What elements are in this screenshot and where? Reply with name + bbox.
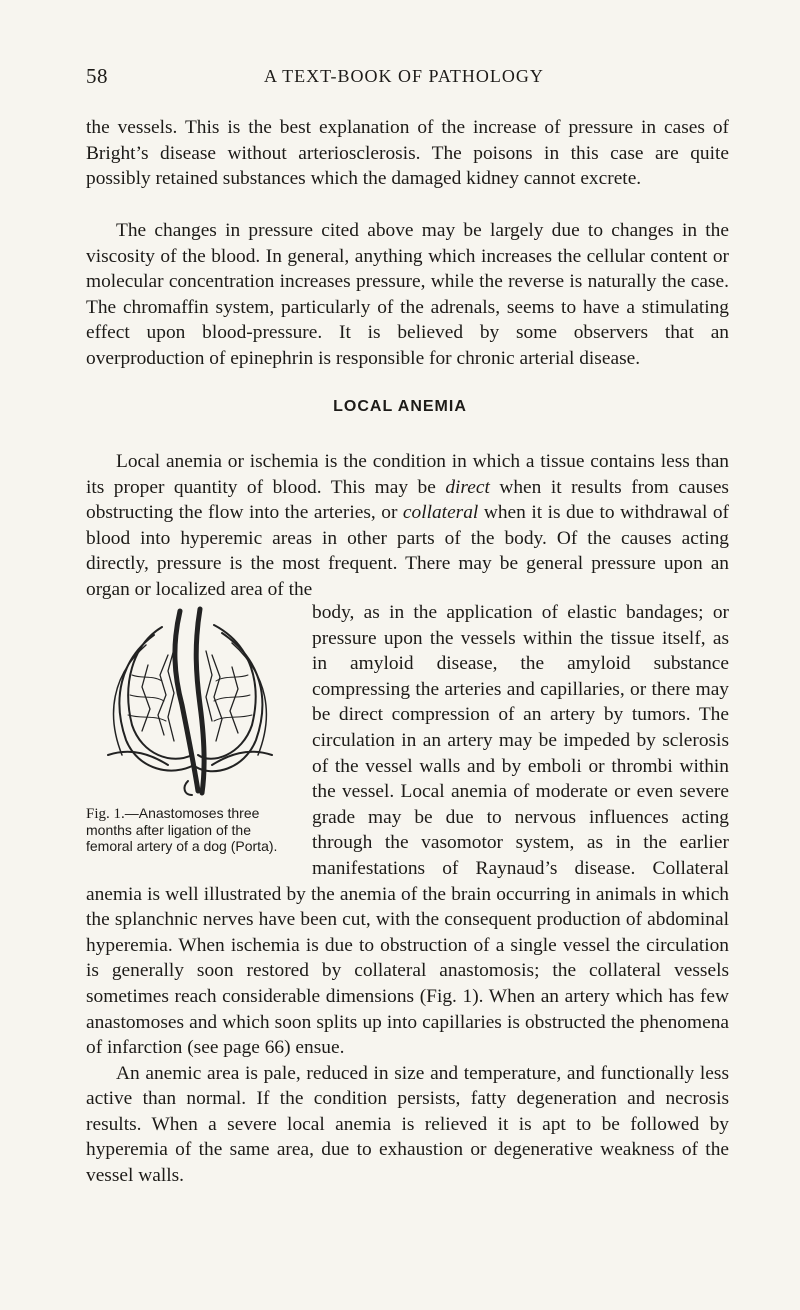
- running-head: A TEXT-BOOK OF PATHOLOGY: [264, 66, 544, 86]
- section-heading: LOCAL ANEMIA: [333, 398, 467, 415]
- paragraph-anemic-area: An anemic area is pale, reduced in size and temperature, and functionally less active than normal. If the condition persists, fatty degeneration and necrosis results. When a severe local anemia is relieved it is apt to be followed by hyperemia of the same area, due to exhaustion or degenerative weakness of the vessel walls.: [86, 1062, 729, 1187]
- figure-caption: Fig. 1.—Anastomoses three months after ligation of the femoral artery of a dog (Porta).: [86, 805, 278, 854]
- term-collateral: collateral: [402, 502, 479, 524]
- paragraph-continued: the vessels. This is the best explanation of the increase of pressure in cases of Bright’s disease without arteriosclerosis. The poisons in this case are quite possibly retained substances which the damaged kidney cannot excrete.: [86, 117, 729, 190]
- figure-1: [86, 605, 294, 854]
- paragraph-local-anemia: Local anemia or ischemia is the condition in which a tissue contains less than its proper quantity of blood. This may be direct when it results from causes obstructing the flow into the arteries, or collateral when it is due to withdrawal of blood into hyperemic areas in other parts of the body. Of the causes acting directly, pressure is the most frequent. There may be general pressure upon an organ or localized area of the: [86, 451, 729, 600]
- anastomoses-illustration: [102, 605, 278, 797]
- paragraph-local-anemia-continued: body, as in the application of elastic bandages; or pressure upon the vessels within the tissue itself, as in amyloid disease, the amyloid substance compressing the arteries and capillaries, or there may be direct compression of an artery by tumors. The circulation in an artery may be impeded by sclerosis of the vessel walls and by emboli or thrombi within the vessel. Local anemia of moderate or even severe grade may be due to nervous influences acting through the vasomotor system, as in the earlier manifestations of Raynaud’s disease. Collateral anemia is well illustrated by the anemia of the brain occurring in animals in which the splanchnic nerves have been cut, with the consequent production of abdominal hyperemia. When ischemia is due to obstruction of a single vessel the circulation is generally soon restored by collateral anastomosis; the collateral vessels sometimes reach considerable dimensions (Fig. 1). When an artery which has few anastomoses and which soon splits up into capillaries is obstructed the phenomena of infarction (see page 66) ensue.: [86, 602, 729, 1059]
- term-direct: direct: [445, 476, 490, 498]
- figure-label: Fig. 1.: [86, 806, 125, 822]
- paragraph-viscosity: The changes in pressure cited above may be largely due to changes in the viscosity of the blood. In general, anything which increases the cellular content or molecular concentration increases pressure, while the reverse is naturally the case. The chromaffin system, particularly of the adrenals, seems to have a stimulating effect upon blood-pressure. It is believed by some observers that an overproduction of epinephrin is responsible for chronic arterial disease.: [86, 220, 729, 369]
- page-number: 58: [86, 64, 108, 88]
- figure-wrap-region: [86, 600, 729, 1189]
